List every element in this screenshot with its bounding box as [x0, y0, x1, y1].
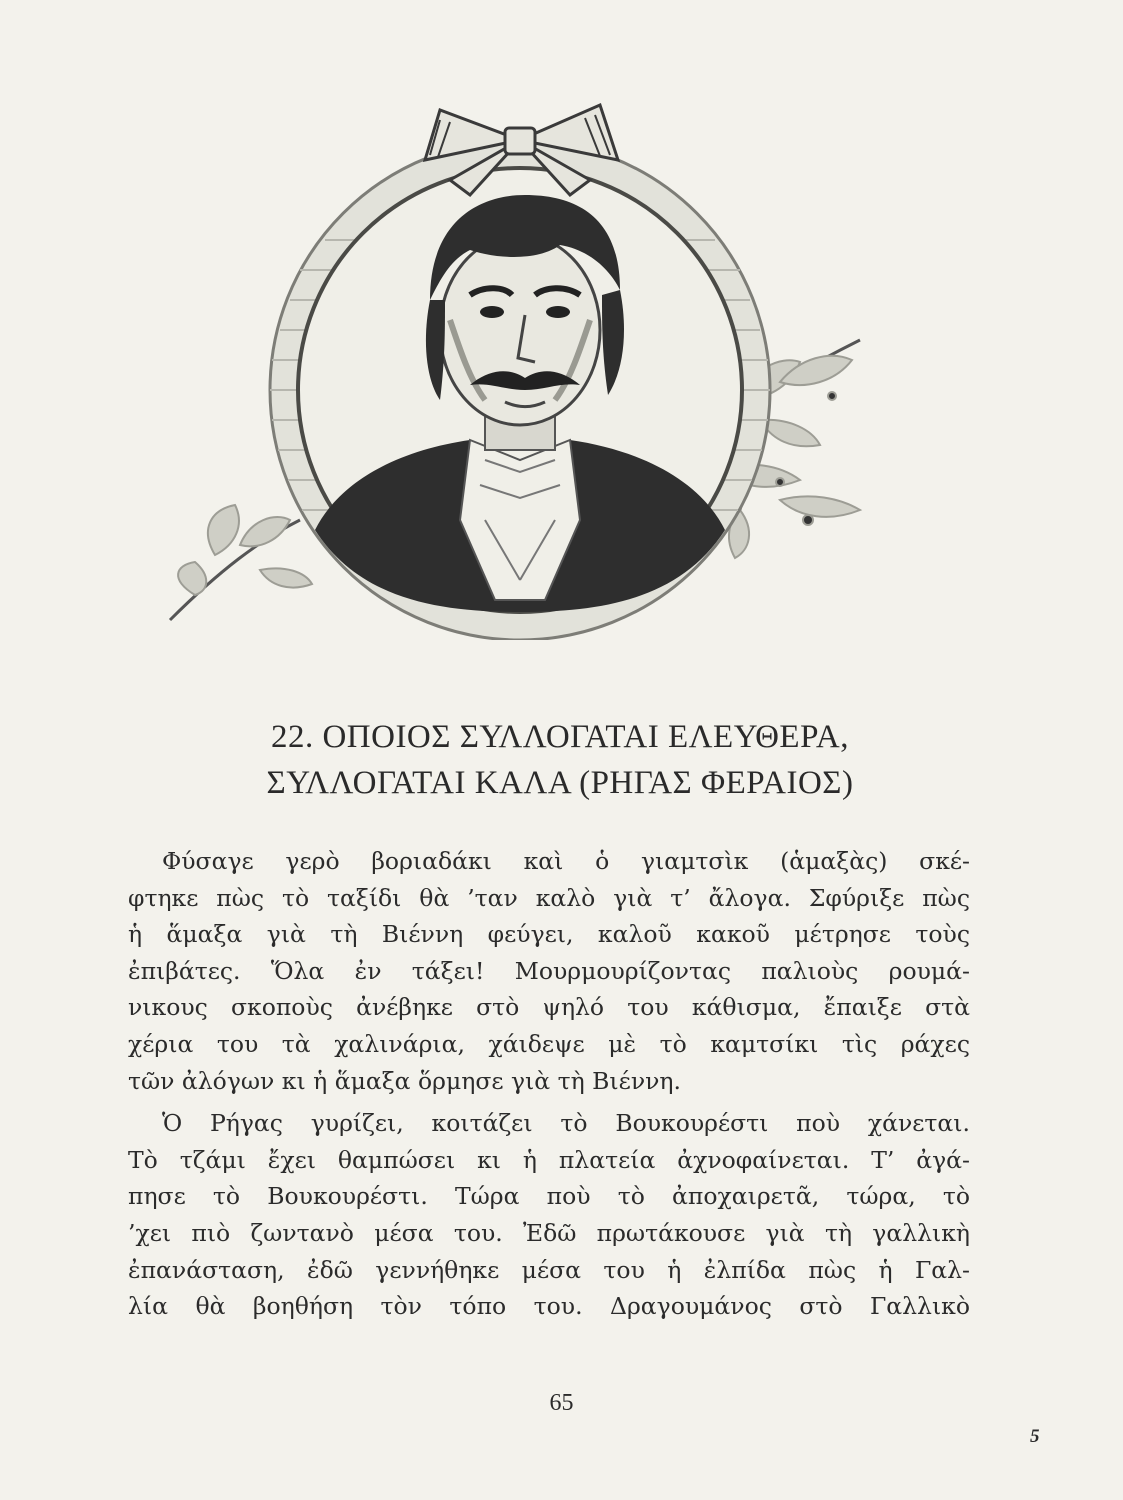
- text-line: νικους σκοποὺς ἀνέβηκε στὸ ψηλό του κάθισμα, ἔπαιξε στὰ: [128, 993, 970, 1022]
- text-line: λία θὰ βοηθήση τὸν τόπο του. Δραγουμάνος στὸ Γαλλικὸ: [128, 1292, 970, 1321]
- text-line: χέρια του τὰ χαλινάρια, χάιδεψε μὲ τὸ καμτσίκι τὶς ράχες: [128, 1029, 970, 1058]
- chapter-heading-line-2: ΣΥΛΛΟΓΑΤΑΙ ΚΑΛΑ (ΡΗΓΑΣ ΦΕΡΑΙΟΣ): [266, 765, 854, 801]
- text-line: ἐπιβάτες. Ὅλα ἐν τάξει! Μουρμουρίζοντας παλιοὺς ρουμά-: [128, 956, 970, 985]
- text-line: ἐπανάσταση, ἐδῶ γεννήθηκε μέσα του ἡ ἐλπίδα πὼς ἡ Γαλ-: [128, 1255, 970, 1284]
- text-line: πησε τὸ Βουκουρέστι. Τώρα ποὺ τὸ ἀποχαιρετᾶ, τώρα, τὸ: [128, 1182, 970, 1211]
- body-text: [128, 843, 970, 1331]
- signature-mark: 5: [1030, 1426, 1040, 1447]
- text-line: Τὸ τζάμι ἔχει θαμπώσει κι ἡ πλατεία ἀχνοφαίνεται. Τ’ ἀγά-: [128, 1145, 970, 1174]
- laurel-branch-left: [170, 505, 312, 620]
- page-number: 65: [549, 1390, 574, 1416]
- portrait-medallion-svg: [140, 100, 900, 640]
- text-line: φτηκε πὼς τὸ ταξίδι θὰ ’ταν καλὸ γιὰ τ’ ἄλογα. Σφύριξε πὼς: [128, 883, 970, 912]
- paragraph-2: [128, 1105, 970, 1325]
- chapter-heading: [150, 714, 970, 806]
- text-line: Φύσαγε γερὸ βοριαδάκι καὶ ὁ γιαμτσὶκ (ἁμαξὰς) σκέ-: [162, 847, 970, 875]
- text-line: ’χει πιὸ ζωντανὸ μέσα του. Ἐδῶ πρωτάκουσε γιὰ τὴ γαλλικὴ: [128, 1218, 970, 1247]
- portrait-illustration: [140, 100, 900, 640]
- text-line: Ὁ Ρήγας γυρίζει, κοιτάζει τὸ Βουκουρέστι ποὺ χάνεται.: [162, 1109, 970, 1138]
- text-line: ἡ ἅμαξα γιὰ τὴ Βιέννη φεύγει, καλοῦ κακοῦ μέτρησε τοὺς: [128, 920, 970, 949]
- paragraph-1: [128, 843, 970, 1099]
- chapter-heading-line-1: 22. ΟΠΟΙΟΣ ΣΥΛΛΟΓΑΤΑΙ ΕΛΕΥΘΕΡΑ,: [270, 719, 850, 755]
- text-line: τῶν ἀλόγων κι ἡ ἅμαξα ὅρμησε γιὰ τὴ Βιέννη.: [128, 1066, 681, 1095]
